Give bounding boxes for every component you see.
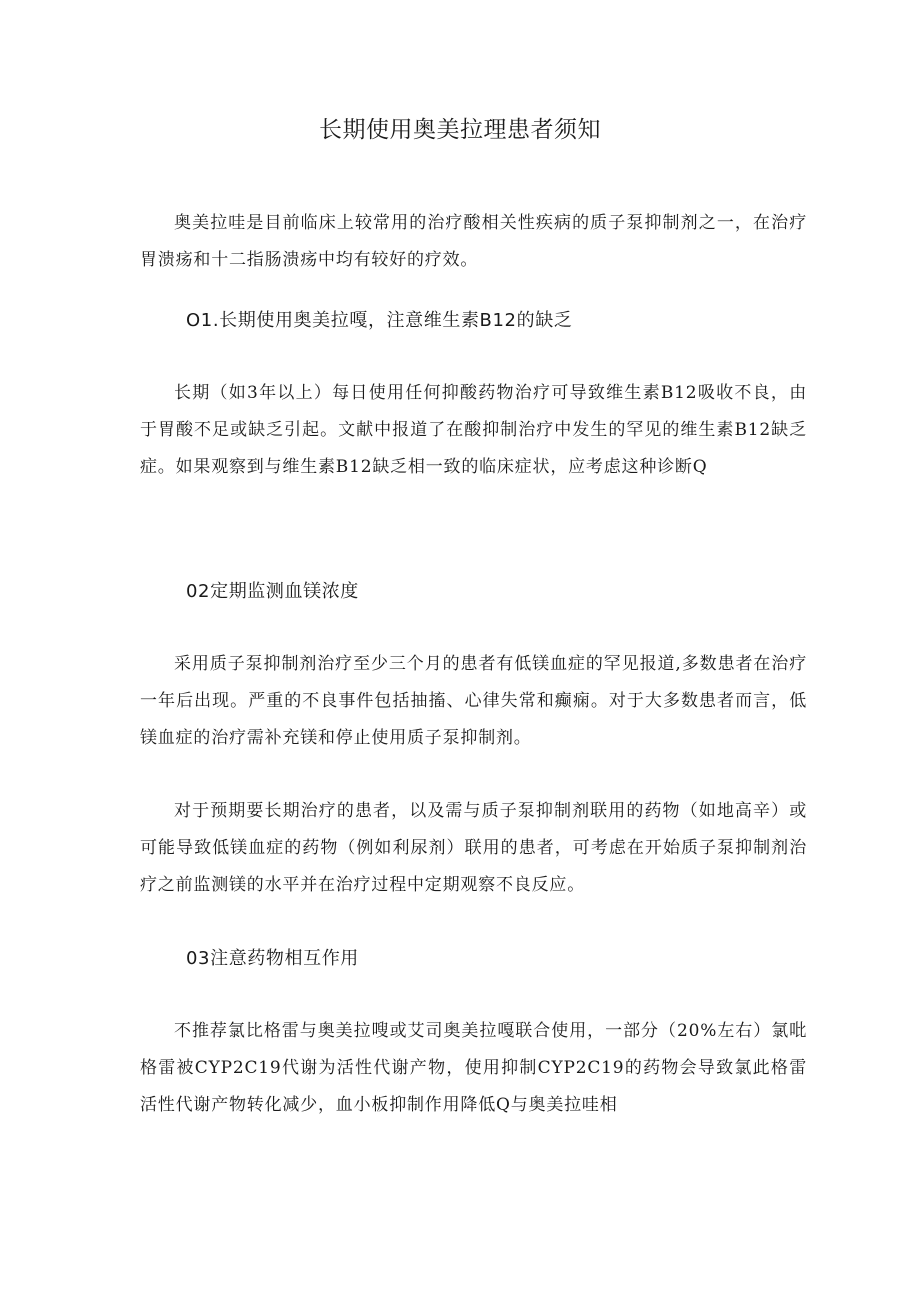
section-1-heading: O1.长期使用奥美拉嘎，注意维生素B12的缺乏 <box>186 310 573 331</box>
section-1-paragraph: 长期（如3年以上）每日使用任何抑酸药物治疗可导致维生素B12吸收不良，由于胃酸不足或缺乏引起。文献中报道了在酸抑制治疗中发生的罕见的维生素B12缺乏症。如果观察到与维生素B12缺乏相一致的临床症状，应考虑这种诊断Q <box>140 383 807 477</box>
section-2-paragraph-1: 采用质子泵抑制剂治疗至少三个月的患者有低镁血症的罕见报道,多数患者在治疗一年后出现。严重的不良事件包括抽搐、心律失常和癫痫。对于大多数患者而言，低镁血症的治疗需补充镁和停止使用质子泵抑制剂。 <box>140 654 807 748</box>
section-3-paragraph: 不推荐氯比格雷与奥美拉嗖或艾司奥美拉嘎联合使用，一部分（20%左右）氯吡格雷被CYP2C19代谢为活性代谢产物，使用抑制CYP2C19的药物会导致氯此格雷活性代谢产物转化减少，血小板抑制作用降低Q与奥美拉哇相 <box>140 1021 807 1115</box>
section-3-heading: 03注意药物相互作用 <box>186 948 359 969</box>
document-title: 长期使用奥美拉理患者须知 <box>319 117 601 143</box>
section-2-heading: 02定期监测血镁浓度 <box>186 581 359 602</box>
section-2-paragraph-2: 对于预期要长期治疗的患者，以及需与质子泵抑制剂联用的药物（如地高辛）或可能导致低镁血症的药物（例如利尿剂）联用的患者，可考虑在开始质子泵抑制剂治疗之前监测镁的水平并在治疗过程中定期观察不良反应。 <box>140 801 807 895</box>
intro-paragraph: 奥美拉哇是目前临床上较常用的治疗酸相关性疾病的质子泵抑制剂之一，在治疗胃溃疡和十二指肠溃疡中均有较好的疗效。 <box>140 213 807 270</box>
